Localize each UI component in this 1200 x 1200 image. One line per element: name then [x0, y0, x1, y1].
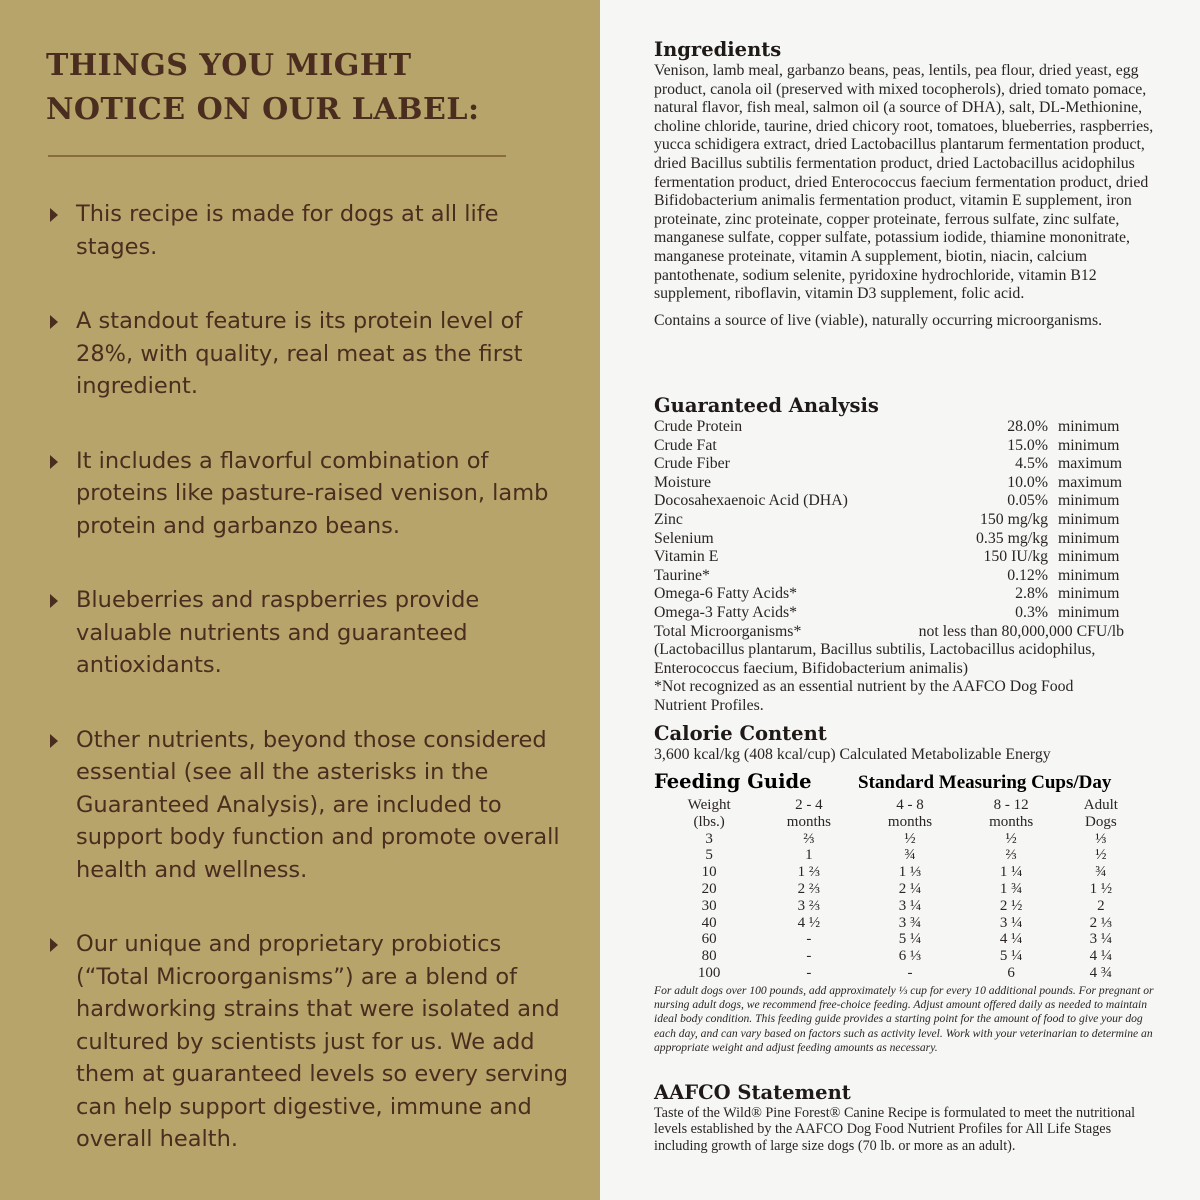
nutrient-qualifier: minimum	[1058, 585, 1120, 603]
table-cell: ⅔	[1005, 847, 1017, 864]
triangle-bullet-icon	[50, 734, 58, 748]
nutrient-name: Total Microorganisms*	[654, 622, 802, 640]
calorie-text: 3,600 kcal/kg (408 kcal/cup) Calculated Metabolizable Energy	[654, 746, 1051, 763]
table-cell: -	[806, 948, 812, 965]
nutrient-name: Moisture	[654, 473, 712, 491]
nutrient-qualifier: minimum	[1058, 603, 1120, 621]
nutrient-value: 0.35 mg/kg	[976, 529, 1048, 547]
nutrient-qualifier: minimum	[1058, 436, 1120, 454]
list-item	[48, 928, 578, 1156]
table-cell: 2	[1097, 897, 1105, 914]
table-cell: ½	[904, 830, 916, 847]
list-item	[48, 305, 578, 403]
table-cell: 1 ½	[1089, 880, 1113, 897]
aafco-heading: AAFCO Statement	[654, 1081, 851, 1104]
table-cell: -	[806, 931, 812, 948]
table-cell: 6 ⅓	[898, 948, 922, 965]
list-item	[48, 445, 578, 543]
table-cell: 2 ⅔	[797, 880, 821, 897]
triangle-bullet-icon	[50, 594, 58, 608]
table-row	[660, 831, 1140, 848]
ingredients-heading: Ingredients	[654, 38, 782, 61]
nutrient-qualifier: minimum	[1058, 418, 1120, 435]
table-cell: 5 ¼	[999, 948, 1023, 965]
column-header: 4 - 8 months	[887, 797, 933, 830]
nutrient-value: not less than 80,000,000 CFU/lb	[918, 622, 1124, 640]
table-cell: 3 ¼	[999, 914, 1023, 931]
table-cell: 6	[1007, 964, 1015, 981]
triangle-bullet-icon	[50, 315, 58, 329]
nutrient-value: 0.12%	[1007, 566, 1048, 584]
nutrient-value: 10.0%	[1007, 473, 1048, 491]
label-notes-list	[48, 198, 578, 1198]
nutrient-qualifier: maximum	[1058, 455, 1123, 473]
table-cell: -	[806, 964, 812, 981]
table-cell: 100	[697, 964, 721, 981]
nutrient-name: Docosahexaenoic Acid (DHA)	[654, 492, 848, 510]
aafco-section	[654, 1081, 1159, 1154]
table-cell: 60	[701, 931, 717, 948]
nutrient-value: 0.3%	[1015, 603, 1048, 621]
table-row	[660, 931, 1140, 948]
analysis-row	[654, 604, 1154, 623]
table-row	[660, 847, 1140, 864]
table-cell: -	[907, 964, 913, 981]
analysis-row	[654, 511, 1154, 530]
analysis-row-microorganisms	[654, 623, 1154, 642]
title-divider	[48, 155, 506, 157]
title-line-1: THINGS YOU MIGHT	[46, 48, 412, 83]
nutrient-name: Crude Fat	[654, 436, 717, 454]
feeding-note: For adult dogs over 100 pounds, add approximately ⅓ cup for every 10 additional pounds. For pregnant or nursing adult dogs, we recommend free-choice feeding. Adjust amount offered daily as needed to maintain ideal body condition. This feeding guide provides a starting point for the amount of food to give your dog each day, and can vary based on factors such as activity level. Work with your veterinarian to determine an appropriate weight and adjust feeding amounts as necessary.	[654, 984, 1154, 1054]
table-cell: 3	[705, 830, 713, 847]
table-cell: ⅔	[803, 830, 815, 847]
aafco-footnote: *Not recognized as an essential nutrient by the AAFCO Dog Food Nutrient Profiles.	[654, 678, 1074, 714]
analysis-row	[654, 418, 1154, 437]
ingredients-text: Venison, lamb meal, garbanzo beans, peas, lentils, pea flour, dried yeast, egg product, canola oil (preserved with mixed tocopherols), dried tomato pomace, natural flavor, fish meal, salmon oil (a source of DHA), salt, DL-Methionine, choline chloride, taurine, dried chicory root, tomatoes, blueberries, raspberries, yucca schidigera extract, dried Lactobacillus plantarum fermentation product, dried Bacillus subtilis fermentation product, dried Lactobacillus acidophilus fermentation product, dried Enterococcus faecium fermentation product, dried Bifidobacterium animalis fermentation product, vitamin E supplement, iron proteinate, zinc proteinate, copper proteinate, ferrous sulfate, zinc sulfate, manganese sulfate, copper sulfate, potassium iodide, thiamine mononitrate, manganese proteinate, vitamin A supplement, biotin, niacin, calcium pantothenate, sodium selenite, pyridoxine hydrochloride, vitamin B12 supplement, riboflavin, vitamin D3 supplement, folic acid.	[654, 62, 1154, 303]
table-header-row	[660, 797, 1140, 831]
table-cell: 5	[705, 847, 713, 864]
table-cell: 1 ⅓	[898, 864, 922, 881]
triangle-bullet-icon	[50, 208, 58, 222]
bullet-text: A standout feature is its protein level of 28%, with quality, real meat as the first ingredient.	[76, 308, 523, 399]
ingredients-section	[654, 38, 1154, 330]
table-cell: 20	[701, 880, 717, 897]
list-item	[48, 584, 578, 682]
table-cell: 1 ⅔	[797, 864, 821, 881]
nutrient-name: Vitamin E	[654, 548, 719, 566]
table-cell: 30	[701, 897, 717, 914]
table-cell: ¾	[1095, 864, 1107, 881]
table-cell: 2 ½	[999, 897, 1023, 914]
table-cell: 4 ½	[797, 914, 821, 931]
nutrient-value: 150 mg/kg	[979, 510, 1048, 528]
nutrient-value: 2.8%	[1015, 585, 1048, 603]
analysis-row	[654, 567, 1154, 586]
table-cell: 2 ¼	[898, 880, 922, 897]
triangle-bullet-icon	[50, 455, 58, 469]
table-cell: 4 ¼	[1089, 948, 1113, 965]
table-row	[660, 864, 1140, 881]
bullet-text: It includes a flavorful combination of proteins like pasture-raised venison, lamb protein and garbanzo beans.	[76, 447, 549, 539]
nutrient-value: 4.5%	[1015, 455, 1048, 473]
feeding-guide-header	[654, 770, 1154, 796]
analysis-row	[654, 530, 1154, 549]
feeding-guide-heading: Feeding Guide	[654, 770, 812, 793]
bullet-text: Other nutrients, beyond those considered essential (see all the asterisks in the Guaranteed Analysis), are included to support body function and promote overall health and wellness.	[76, 726, 560, 883]
guaranteed-analysis-section	[654, 394, 1154, 716]
analysis-row	[654, 455, 1154, 474]
bullet-text: Our unique and proprietary probiotics (“Total Microorganisms”) are a blend of hardworking strains that were isolated and cultured by scientists just for us. We add them at guaranteed levels so every serving can help support digestive, immune and overall health.	[76, 931, 568, 1152]
nutrient-qualifier: minimum	[1058, 529, 1120, 547]
nutrient-name: Crude Fiber	[654, 455, 730, 473]
nutrient-value: 0.05%	[1007, 492, 1048, 510]
nutrient-name: Zinc	[654, 510, 683, 528]
column-header: Adult Dogs	[1083, 797, 1118, 830]
nutrient-qualifier: minimum	[1058, 510, 1120, 528]
analysis-row	[654, 474, 1154, 493]
table-cell: 40	[701, 914, 717, 931]
table-cell: ⅓	[1095, 830, 1107, 847]
title-line-2: NOTICE ON OUR LABEL:	[46, 92, 480, 127]
table-cell: 3 ¼	[898, 897, 922, 914]
table-cell: 10	[701, 864, 717, 881]
microorganisms-note: Contains a source of live (viable), naturally occurring microorganisms.	[654, 311, 1103, 329]
analysis-row	[654, 548, 1154, 567]
column-header: 2 - 4 months	[786, 797, 831, 830]
table-cell: 1	[805, 847, 813, 864]
table-row	[660, 898, 1140, 915]
table-cell: 3 ¼	[1089, 931, 1113, 948]
nutrient-qualifier: maximum	[1058, 473, 1123, 491]
bullet-text: This recipe is made for dogs at all life stages.	[76, 201, 499, 260]
table-cell: ½	[1095, 847, 1107, 864]
table-cell: ½	[1005, 830, 1017, 847]
feeding-table	[660, 797, 1140, 982]
nutrient-value: 150 IU/kg	[983, 548, 1048, 566]
nutrient-name: Selenium	[654, 529, 714, 547]
calorie-section	[654, 722, 1154, 765]
table-cell: 2 ⅓	[1089, 914, 1113, 931]
strains-list: (Lactobacillus plantarum, Bacillus subtilis, Lactobacillus acidophilus, Enterococcus faecium, Bifidobacterium animalis)	[654, 641, 1096, 677]
analysis-row	[654, 437, 1154, 456]
table-cell: 80	[701, 948, 717, 965]
table-cell: 1 ¾	[999, 880, 1023, 897]
list-item	[48, 724, 578, 887]
nutrient-value: 28.0%	[1007, 418, 1048, 435]
nutrient-name: Omega-6 Fatty Acids*	[654, 585, 798, 603]
nutrient-qualifier: minimum	[1058, 492, 1120, 510]
nutrient-value: 15.0%	[1007, 436, 1048, 454]
table-cell: 3 ¾	[898, 914, 922, 931]
guaranteed-analysis-heading: Guaranteed Analysis	[654, 394, 879, 417]
table-cell: 4 ¾	[1089, 964, 1113, 981]
list-item	[48, 198, 578, 263]
analysis-row	[654, 492, 1154, 511]
nutrient-qualifier: minimum	[1058, 548, 1120, 566]
table-row	[660, 915, 1140, 932]
analysis-table	[654, 418, 1154, 641]
column-header: 8 - 12 months	[989, 797, 1034, 830]
calorie-heading: Calorie Content	[654, 722, 827, 745]
nutrient-name: Taurine*	[654, 566, 710, 584]
analysis-row	[654, 585, 1154, 604]
table-cell: 4 ¼	[999, 931, 1023, 948]
table-cell: 1 ¼	[999, 864, 1023, 881]
triangle-bullet-icon	[50, 938, 58, 952]
table-cell: 3 ⅔	[797, 897, 821, 914]
table-row	[660, 881, 1140, 898]
bullet-text: Blueberries and raspberries provide valuable nutrients and guaranteed antioxidants.	[76, 587, 480, 678]
table-cell: 5 ¼	[898, 931, 922, 948]
table-row	[660, 948, 1140, 965]
nutrient-name: Crude Protein	[654, 418, 743, 435]
column-header: Weight (lbs.)	[687, 797, 731, 830]
table-cell: ¾	[904, 847, 916, 864]
table-row	[660, 965, 1140, 982]
feeding-guide-subheading: Standard Measuring Cups/Day	[858, 772, 1112, 793]
nutrient-name: Omega-3 Fatty Acids*	[654, 603, 798, 621]
aafco-text: Taste of the Wild® Pine Forest® Canine Recipe is formulated to meet the nutritional levels established by the AAFCO Dog Food Nutrient Profiles for All Life Stages including growth of large size dogs (70 lb. or more as an adult).	[654, 1105, 1136, 1154]
nutrient-qualifier: minimum	[1058, 566, 1120, 584]
page-title	[46, 44, 566, 132]
